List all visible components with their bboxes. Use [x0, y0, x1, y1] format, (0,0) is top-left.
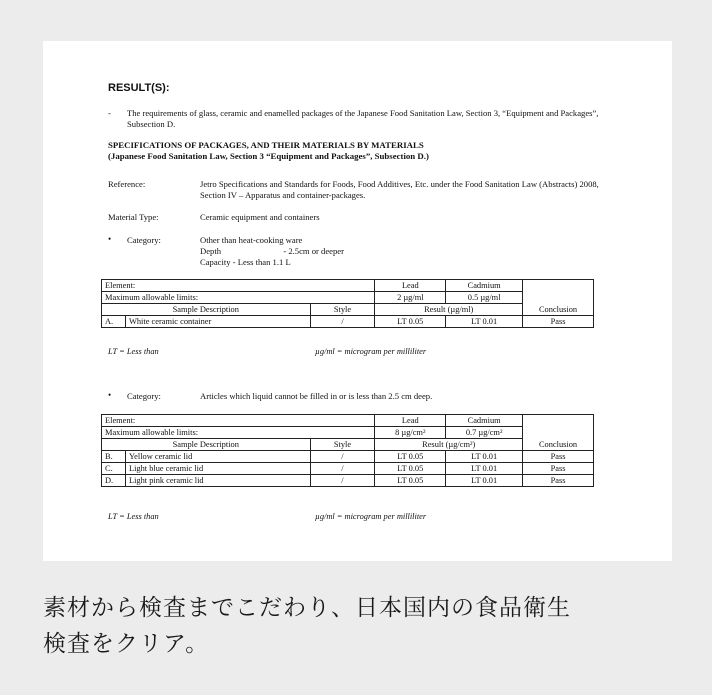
- requirement-dash: -: [108, 108, 111, 118]
- category2-label: Category:: [127, 391, 161, 401]
- category2-text: Articles which liquid cannot be filled in or is less than 2.5 cm deep.: [200, 391, 433, 401]
- table1-header-row: [102, 304, 594, 316]
- results-table-1: [101, 279, 594, 328]
- table1-conclusion-spacer: [523, 280, 594, 304]
- table2-header-row: [102, 439, 594, 451]
- table1-max-label: Maximum allowable limits:: [102, 292, 375, 304]
- table2-element-label: Element:: [102, 415, 375, 427]
- requirement-text: The requirements of glass, ceramic and enamelled packages of the Japanese Food Sanitation Law, Section 3, “Equipment and Packages”, Subsection D.: [127, 108, 599, 129]
- category1-description: [200, 235, 344, 268]
- table1-element-label: Element:: [102, 280, 375, 292]
- table2-result-header: Result (µg/cm²): [375, 439, 523, 451]
- category1-depth: [200, 246, 344, 257]
- table2-max-label: Maximum allowable limits:: [102, 427, 375, 439]
- table1-lead-limit: 2 µg/ml: [375, 292, 446, 304]
- row-cadmium: LT 0.01: [446, 463, 523, 475]
- row-style: /: [310, 475, 375, 487]
- note1-microgram: µg/ml = microgram per milliliter: [315, 347, 427, 356]
- row-id: C.: [102, 463, 126, 475]
- row-id: B.: [102, 451, 126, 463]
- category1-label: Category:: [127, 235, 161, 245]
- row-description: Yellow ceramic lid: [125, 451, 310, 463]
- row-cadmium: LT 0.01: [446, 475, 523, 487]
- category1-line1: Other than heat-cooking ware: [200, 235, 303, 245]
- table2-lead-header: Lead: [375, 415, 446, 427]
- row-description: Light blue ceramic lid: [125, 463, 310, 475]
- table2-limits-row: [102, 427, 594, 439]
- reference-text: Jetro Specifications and Standards for Foods, Food Additives, Etc. under the Food Sanitation Law (Abstracts) 2008, Section IV – Apparatus and container-packages.: [200, 179, 599, 200]
- row-description: Light pink ceramic lid: [125, 475, 310, 487]
- results-table-2: [101, 414, 594, 487]
- specifications-title: [108, 140, 608, 162]
- table1-result-header: Result (µg/ml): [375, 304, 523, 316]
- table1-element-row: [102, 280, 594, 292]
- category1-capacity: Capacity - Less than 1.1 L: [200, 257, 291, 267]
- table1-conclusion-header: Conclusion: [523, 304, 594, 316]
- row-conclusion: Pass: [523, 451, 594, 463]
- caption-line1: 素材から検査までこだわり、日本国内の食品衛生: [43, 595, 571, 621]
- spec-title-line1: SPECIFICATIONS OF PACKAGES, AND THEIR MATERIALS BY MATERIALS: [108, 140, 424, 150]
- table2-element-row: [102, 415, 594, 427]
- row-description: White ceramic container: [125, 316, 310, 328]
- note2-less-than: LT = Less than: [108, 512, 159, 521]
- row-lead: LT 0.05: [375, 475, 446, 487]
- results-heading: RESULT(S):: [108, 82, 170, 94]
- document-page: [43, 41, 672, 561]
- row-lead: LT 0.05: [375, 316, 446, 328]
- table2-cadmium-limit: 0.7 µg/cm²: [446, 427, 523, 439]
- table-row: [102, 451, 594, 463]
- row-conclusion: Pass: [523, 475, 594, 487]
- category2-bullet: •: [108, 390, 112, 400]
- row-id: D.: [102, 475, 126, 487]
- table1-sample-desc-header: Sample Description: [102, 304, 311, 316]
- table-row: [102, 463, 594, 475]
- reference-label: Reference:: [108, 179, 146, 189]
- row-style: /: [310, 316, 375, 328]
- table1-lead-header: Lead: [375, 280, 446, 292]
- table-row: [102, 475, 594, 487]
- table2-lead-limit: 8 µg/cm²: [375, 427, 446, 439]
- table2-cadmium-header: Cadmium: [446, 415, 523, 427]
- row-conclusion: Pass: [523, 316, 594, 328]
- row-lead: LT 0.05: [375, 463, 446, 475]
- table1-cadmium-limit: 0.5 µg/ml: [446, 292, 523, 304]
- material-type-text: Ceramic equipment and containers: [200, 212, 320, 222]
- caption-line2: 検査をクリア。: [43, 631, 210, 657]
- depth-value: - 2.5cm or deeper: [283, 246, 344, 256]
- row-cadmium: LT 0.01: [446, 451, 523, 463]
- table2-conclusion-spacer: [523, 415, 594, 439]
- category1-bullet: •: [108, 234, 112, 244]
- table1-cadmium-header: Cadmium: [446, 280, 523, 292]
- row-id: A.: [102, 316, 126, 328]
- table2-style-header: Style: [310, 439, 375, 451]
- table1-style-header: Style: [310, 304, 375, 316]
- table2-conclusion-header: Conclusion: [523, 439, 594, 451]
- row-style: /: [310, 451, 375, 463]
- row-cadmium: LT 0.01: [446, 316, 523, 328]
- row-conclusion: Pass: [523, 463, 594, 475]
- note2-microgram: µg/ml = microgram per milliliter: [315, 512, 427, 521]
- caption: [43, 590, 683, 662]
- table-row: [102, 316, 594, 328]
- table1-limits-row: [102, 292, 594, 304]
- spec-title-line2: (Japanese Food Sanitation Law, Section 3 “Equipment and Packages”, Subsection D.): [108, 151, 429, 161]
- row-lead: LT 0.05: [375, 451, 446, 463]
- table2-sample-desc-header: Sample Description: [102, 439, 311, 451]
- depth-label: Depth: [200, 246, 222, 256]
- material-type-label: Material Type:: [108, 212, 159, 222]
- note1-less-than: LT = Less than: [108, 347, 159, 356]
- row-style: /: [310, 463, 375, 475]
